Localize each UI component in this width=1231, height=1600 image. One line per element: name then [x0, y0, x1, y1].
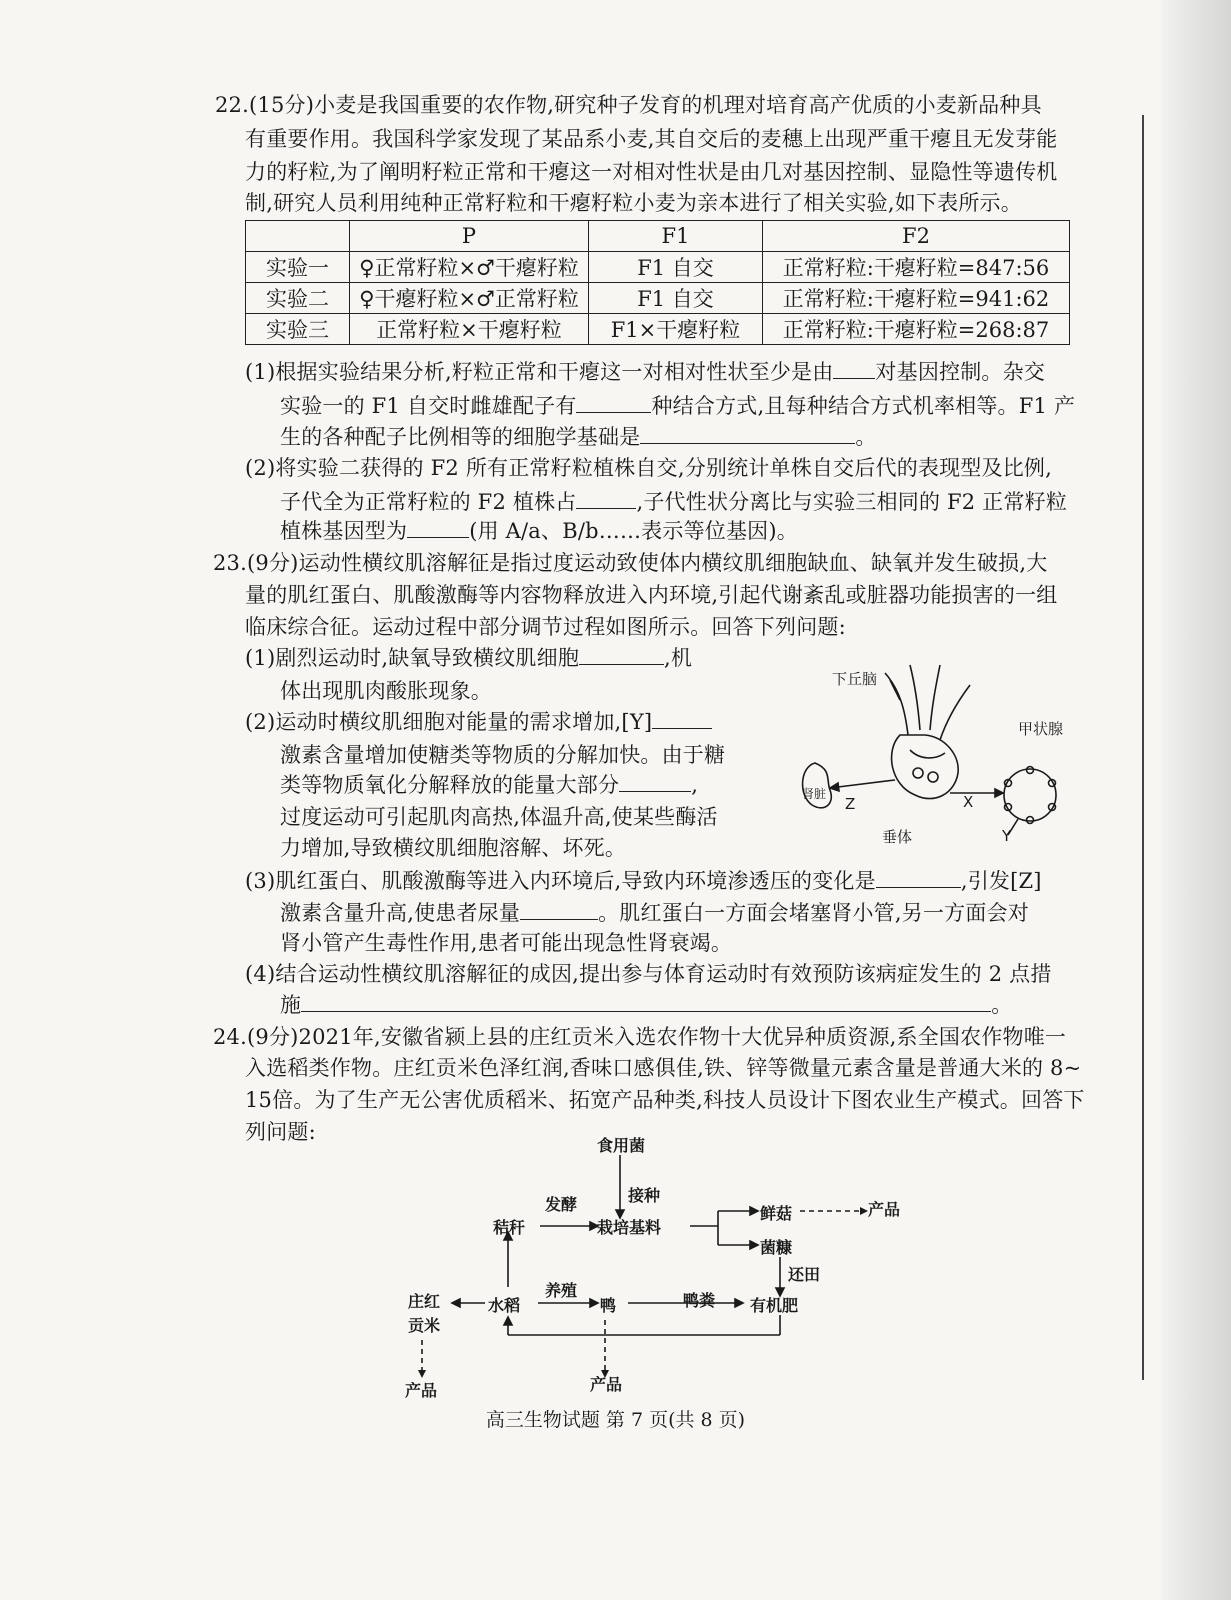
text-segment: 类等物质氧化分解释放的能量大部分 — [280, 773, 620, 797]
answer-blank[interactable] — [301, 993, 991, 1012]
q23-sub4-line-2 — [280, 990, 1012, 1020]
q24-line-1: 24.(9分)2021年,安徽省颍上县的庄红贡米入选农作物十大优异种质资源,系全国农作物唯一 — [213, 1025, 1067, 1049]
text-segment: ,机 — [664, 646, 693, 670]
gongmi-node: 庄红贡米 — [408, 1292, 441, 1335]
arrowhead — [750, 1241, 758, 1249]
text-segment: 。 — [855, 425, 877, 449]
table-header-cell: F2 — [763, 221, 1070, 252]
substrate-node: 栽培基料 — [597, 1218, 662, 1237]
text-segment: (3)肌红蛋白、肌酸激酶等进入内环境后,导致内环境渗透压的变化是 — [245, 869, 876, 893]
nerve-fiber — [910, 665, 920, 730]
nerve-fiber — [930, 665, 940, 730]
table-cell: F1 自交 — [589, 283, 763, 314]
product-node-2: 产品 — [590, 1375, 623, 1394]
table-header-cell: P — [350, 221, 589, 252]
arrowhead — [504, 1317, 512, 1325]
answer-blank[interactable] — [833, 360, 875, 379]
text-segment: , — [691, 773, 699, 797]
q22-line-1: 22.(15分)小麦是我国重要的农作物,研究种子发育的机理对培育高产优质的小麦新品种具 — [215, 93, 1042, 117]
mushroom-node: 鲜菇 — [760, 1204, 793, 1223]
table-cell: 正常籽粒:干瘪籽粒=847:56 — [763, 252, 1070, 283]
raise-label: 养殖 — [545, 1281, 578, 1300]
q24-line-4: 列问题: — [245, 1120, 316, 1144]
table-cell: 实验三 — [246, 314, 350, 345]
answer-blank[interactable] — [652, 710, 712, 729]
text-segment: 植株基因型为 — [280, 519, 408, 543]
table-row — [246, 314, 1070, 345]
table-row — [246, 252, 1070, 283]
text-segment: 生的各种配子比例相等的细胞学基础是 — [280, 425, 641, 449]
arrowhead — [995, 789, 1003, 797]
q23-line-1: 23.(9分)运动性横纹肌溶解征是指过度运动致使体内横纹肌细胞缺血、缺氧并发生破损,大 — [213, 551, 1048, 575]
q23-sub2-line-1 — [245, 707, 712, 737]
table-cell: 实验二 — [246, 283, 350, 314]
table-cell: F1 自交 — [589, 252, 763, 283]
text-segment: 种结合方式,且每种结合方式机率相等。F1 产 — [651, 394, 1076, 418]
page-footer: 高三生物试题 第 7 页(共 8 页) — [485, 1409, 746, 1431]
text-segment: 对基因控制。杂交 — [875, 360, 1046, 384]
q22-sub2-line-2 — [280, 487, 1067, 517]
table-cell: 正常籽粒×干瘪籽粒 — [350, 314, 589, 345]
q23-sub3-line-2 — [280, 898, 1029, 928]
table-cell: 正常籽粒:干瘪籽粒=268:87 — [763, 314, 1070, 345]
answer-blank[interactable] — [576, 394, 651, 413]
product-node-1: 产品 — [868, 1200, 901, 1219]
answer-blank[interactable] — [576, 490, 636, 509]
residue-node: 菌糠 — [760, 1238, 793, 1257]
table-cell: F1×干瘪籽粒 — [589, 314, 763, 345]
label-pointer — [890, 680, 900, 700]
thyroid-cell — [1027, 767, 1034, 774]
q22-sub2-line-3 — [280, 516, 798, 546]
arrowhead — [830, 783, 839, 791]
table-cell: 实验一 — [246, 252, 350, 283]
table-header-row — [246, 221, 1070, 252]
thyroid-shape — [1004, 769, 1056, 821]
answer-blank[interactable] — [407, 519, 469, 538]
answer-blank[interactable] — [640, 425, 855, 444]
arrowhead — [860, 1207, 868, 1215]
pituitary-label: 垂体 — [882, 828, 913, 846]
q23-line-2: 量的肌红蛋白、肌酸激酶等内容物释放进入内环境,引起代谢紊乱或脏器功能损害的一组 — [245, 583, 1058, 607]
q23-sub3-line-1 — [245, 866, 1042, 896]
q23-sub2-line-3 — [280, 770, 698, 800]
q22-sub1-line-2 — [280, 391, 1075, 421]
text-segment: 子代全为正常籽粒的 F2 植株占 — [280, 490, 577, 514]
ferment-label: 发酵 — [545, 1195, 578, 1214]
table-header-cell: F1 — [589, 221, 763, 252]
text-segment: 。 — [991, 993, 1013, 1017]
pituitary-inner — [910, 750, 945, 758]
text-segment: ,引发[Z] — [960, 869, 1042, 893]
inoculate-label: 接种 — [628, 1186, 661, 1205]
q22-sub1-line-1 — [245, 357, 1045, 387]
arrowhead — [418, 1370, 426, 1378]
page-edge-shadow — [1161, 0, 1231, 1600]
fertilizer-node: 有机肥 — [750, 1296, 799, 1315]
duck-node: 鸭 — [600, 1296, 617, 1315]
q24-line-3: 15倍。为了生产无公害优质稻米、拓宽产品种类,科技人员设计下图农业生产模式。回答下 — [245, 1088, 1085, 1112]
margin-line — [1142, 115, 1144, 1380]
q23-sub2-line-4: 过度运动可引起肌肉高热,体温升高,使某些酶活 — [280, 805, 718, 829]
hypothalamus-label: 下丘脑 — [832, 670, 878, 688]
pituitary-gland-shape — [892, 735, 959, 799]
z-label: Z — [845, 795, 856, 813]
fungus-node: 食用菌 — [597, 1136, 646, 1155]
answer-blank[interactable] — [619, 773, 691, 792]
q22-line-2: 有重要作用。我国科学家发现了某品系小麦,其自交后的麦穗上出现严重干瘪且无发芽能 — [245, 127, 1058, 151]
table-row — [246, 283, 1070, 314]
text-segment: 激素含量升高,使患者尿量 — [280, 901, 521, 925]
x-label: X — [963, 793, 974, 811]
answer-blank[interactable] — [520, 901, 598, 920]
arrowhead — [452, 1299, 460, 1307]
text-segment: 。肌红蛋白一方面会堵塞肾小管,另一方面会对 — [598, 901, 1029, 925]
nerve-fiber — [885, 673, 908, 735]
q23-sub1-line-2: 体出现肌肉酸胀现象。 — [280, 679, 492, 703]
q22-line-3: 力的籽粒,为了阐明籽粒正常和干瘪这一对相对性状是由几对基因控制、显隐性等遗传机 — [245, 160, 1058, 184]
answer-blank[interactable] — [579, 646, 664, 665]
q22-sub1-line-3 — [280, 422, 877, 452]
q22-sub2-line-1: (2)将实验二获得的 F2 所有正常籽粒植株自交,分别统计单株自交后代的表现型及比例, — [245, 456, 1052, 480]
kidney-label: 肾脏 — [802, 787, 827, 801]
table-header-cell — [246, 221, 350, 252]
table-cell: 正常籽粒:干瘪籽粒=941:62 — [763, 283, 1070, 314]
q22-line-4: 制,研究人员利用纯种正常籽粒和干瘪籽粒小麦为亲本进行了相关实验,如下表所示。 — [245, 191, 1022, 215]
text-segment: (1)根据实验结果分析,籽粒正常和干瘪这一对相对性状至少是由 — [245, 360, 834, 384]
straw-node: 秸秆 — [493, 1218, 526, 1237]
text-segment: ,子代性状分离比与实验三相同的 F2 正常籽粒 — [636, 490, 1068, 514]
thyroid-cell — [1027, 817, 1034, 824]
experiment-table — [245, 220, 1070, 345]
arrowhead — [590, 1299, 598, 1307]
q23-sub1-line-1 — [245, 643, 692, 673]
return-label: 还田 — [788, 1265, 821, 1284]
agriculture-flow-diagram — [390, 1125, 950, 1410]
q23-sub2-line-2: 激素含量增加使糖类等物质的分解加快。由于糖 — [280, 743, 726, 767]
text-segment: (1)剧烈运动时,缺氧导致横纹肌细胞 — [245, 646, 580, 670]
arrowhead — [750, 1207, 758, 1215]
text-segment: (用 A/a、B/b……表示等位基因)。 — [469, 519, 798, 543]
text-segment: 施 — [280, 993, 302, 1017]
text-segment: 实验一的 F1 自交时雌雄配子有 — [280, 394, 577, 418]
q23-sub4-line-1: (4)结合运动性横纹肌溶解征的成因,提出参与体育运动时有效预防该病症发生的 2 点措 — [245, 962, 1052, 986]
manure-label: 鸭粪 — [683, 1291, 716, 1310]
q24-line-2: 入选稻类作物。庄红贡米色泽红润,香味口感俱佳,铁、锌等微量元素含量是普通大米的 8~ — [245, 1056, 1082, 1080]
text-segment: (2)运动时横纹肌细胞对能量的需求增加,[Y] — [245, 710, 653, 734]
rice-node: 水稻 — [488, 1296, 521, 1315]
table-cell: ♀干瘪籽粒×♂正常籽粒 — [350, 283, 589, 314]
thyroid-label: 甲状腺 — [1018, 720, 1064, 738]
q23-sub2-line-5: 力增加,导致横纹肌细胞溶解、坏死。 — [280, 836, 627, 860]
pituitary-cell — [913, 768, 923, 778]
arrowhead — [735, 1299, 743, 1307]
product-node-3: 产品 — [405, 1381, 438, 1400]
arrow-z — [838, 780, 895, 787]
table-cell: ♀正常籽粒×♂干瘪籽粒 — [350, 252, 589, 283]
nerve-fiber — [940, 685, 970, 740]
q23-line-3: 临床综合征。运动过程中部分调节过程如图所示。回答下列问题: — [245, 615, 846, 639]
answer-blank[interactable] — [876, 869, 961, 888]
q23-sub3-line-3: 肾小管产生毒性作用,患者可能出现急性肾衰竭。 — [280, 931, 733, 955]
y-label: Y — [1002, 827, 1012, 845]
pituitary-cell — [928, 772, 938, 782]
